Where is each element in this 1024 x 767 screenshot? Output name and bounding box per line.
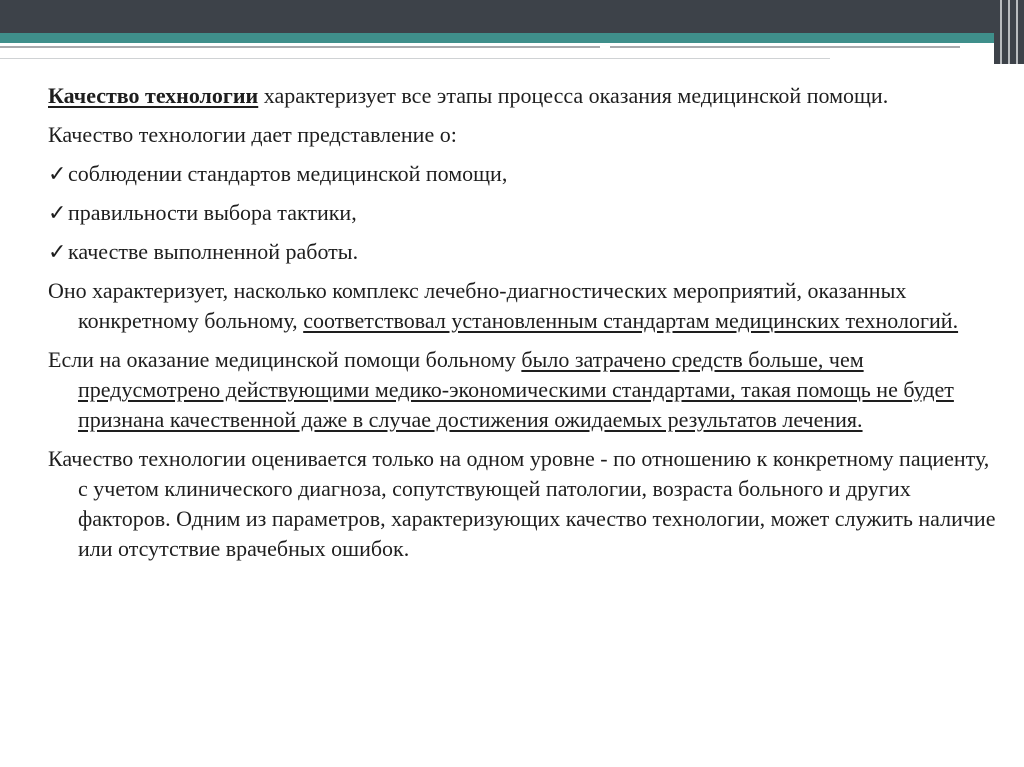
checkmark-icon: ✓	[48, 239, 67, 264]
header-bar	[0, 0, 1024, 36]
paragraph-definition: Качество технологии характеризует все этапы процесса оказания медицинской помощи.	[48, 83, 889, 108]
paragraph-standards: Оно характеризует, насколько комплекс лечебно-диагностических мероприятий, оказанных конкретному больному, соответствовал установленным стандартам медицинских технологий.	[48, 278, 959, 333]
header-corner-stripe	[1000, 0, 1002, 64]
header-thin-line	[0, 58, 830, 59]
header-divider-right	[610, 46, 960, 48]
paragraph-costs: Если на оказание медицинской помощи больному было затрачено средств больше, чем предусмотрено действующими медико-экономическими стандартами, такая помощь не будет признана качественной даже в случае достижения ожидаемых результатов лечения.	[48, 347, 954, 432]
underlined-text: соответствовал установленным стандартам медицинских технологий.	[303, 308, 959, 333]
check-item: ✓правильности выбора тактики,	[48, 198, 998, 228]
header-corner-stripe	[1008, 0, 1010, 64]
checkmark-icon: ✓	[48, 161, 67, 186]
header-corner-stripe	[1016, 0, 1018, 64]
check-item: ✓качестве выполненной работы.	[48, 237, 998, 267]
slide-body	[48, 81, 998, 573]
checkmark-icon: ✓	[48, 200, 67, 225]
paragraph-intro: Качество технологии дает представление о:	[48, 122, 457, 147]
header-divider-left	[0, 46, 600, 48]
key-term: Качество технологии	[48, 83, 259, 108]
underlined-text: было затрачено средств больше, чем предусмотрено действующими медико-экономическими стандартами, такая помощь не будет признана качественной даже в случае достижения ожидаемых результатов лечения.	[78, 347, 954, 432]
check-item: ✓соблюдении стандартов медицинской помощи,	[48, 159, 998, 189]
paragraph-evaluation: Качество технологии оценивается только на одном уровне - по отношению к конкретному пациенту, с учетом клинического диагноза, сопутствующей патологии, возраста больного и других факторов. Одним из параметров, характеризующих качество технологии, может служить наличие или отсутствие врачебных ошибок.	[48, 446, 996, 561]
header-accent-band	[0, 33, 1024, 43]
